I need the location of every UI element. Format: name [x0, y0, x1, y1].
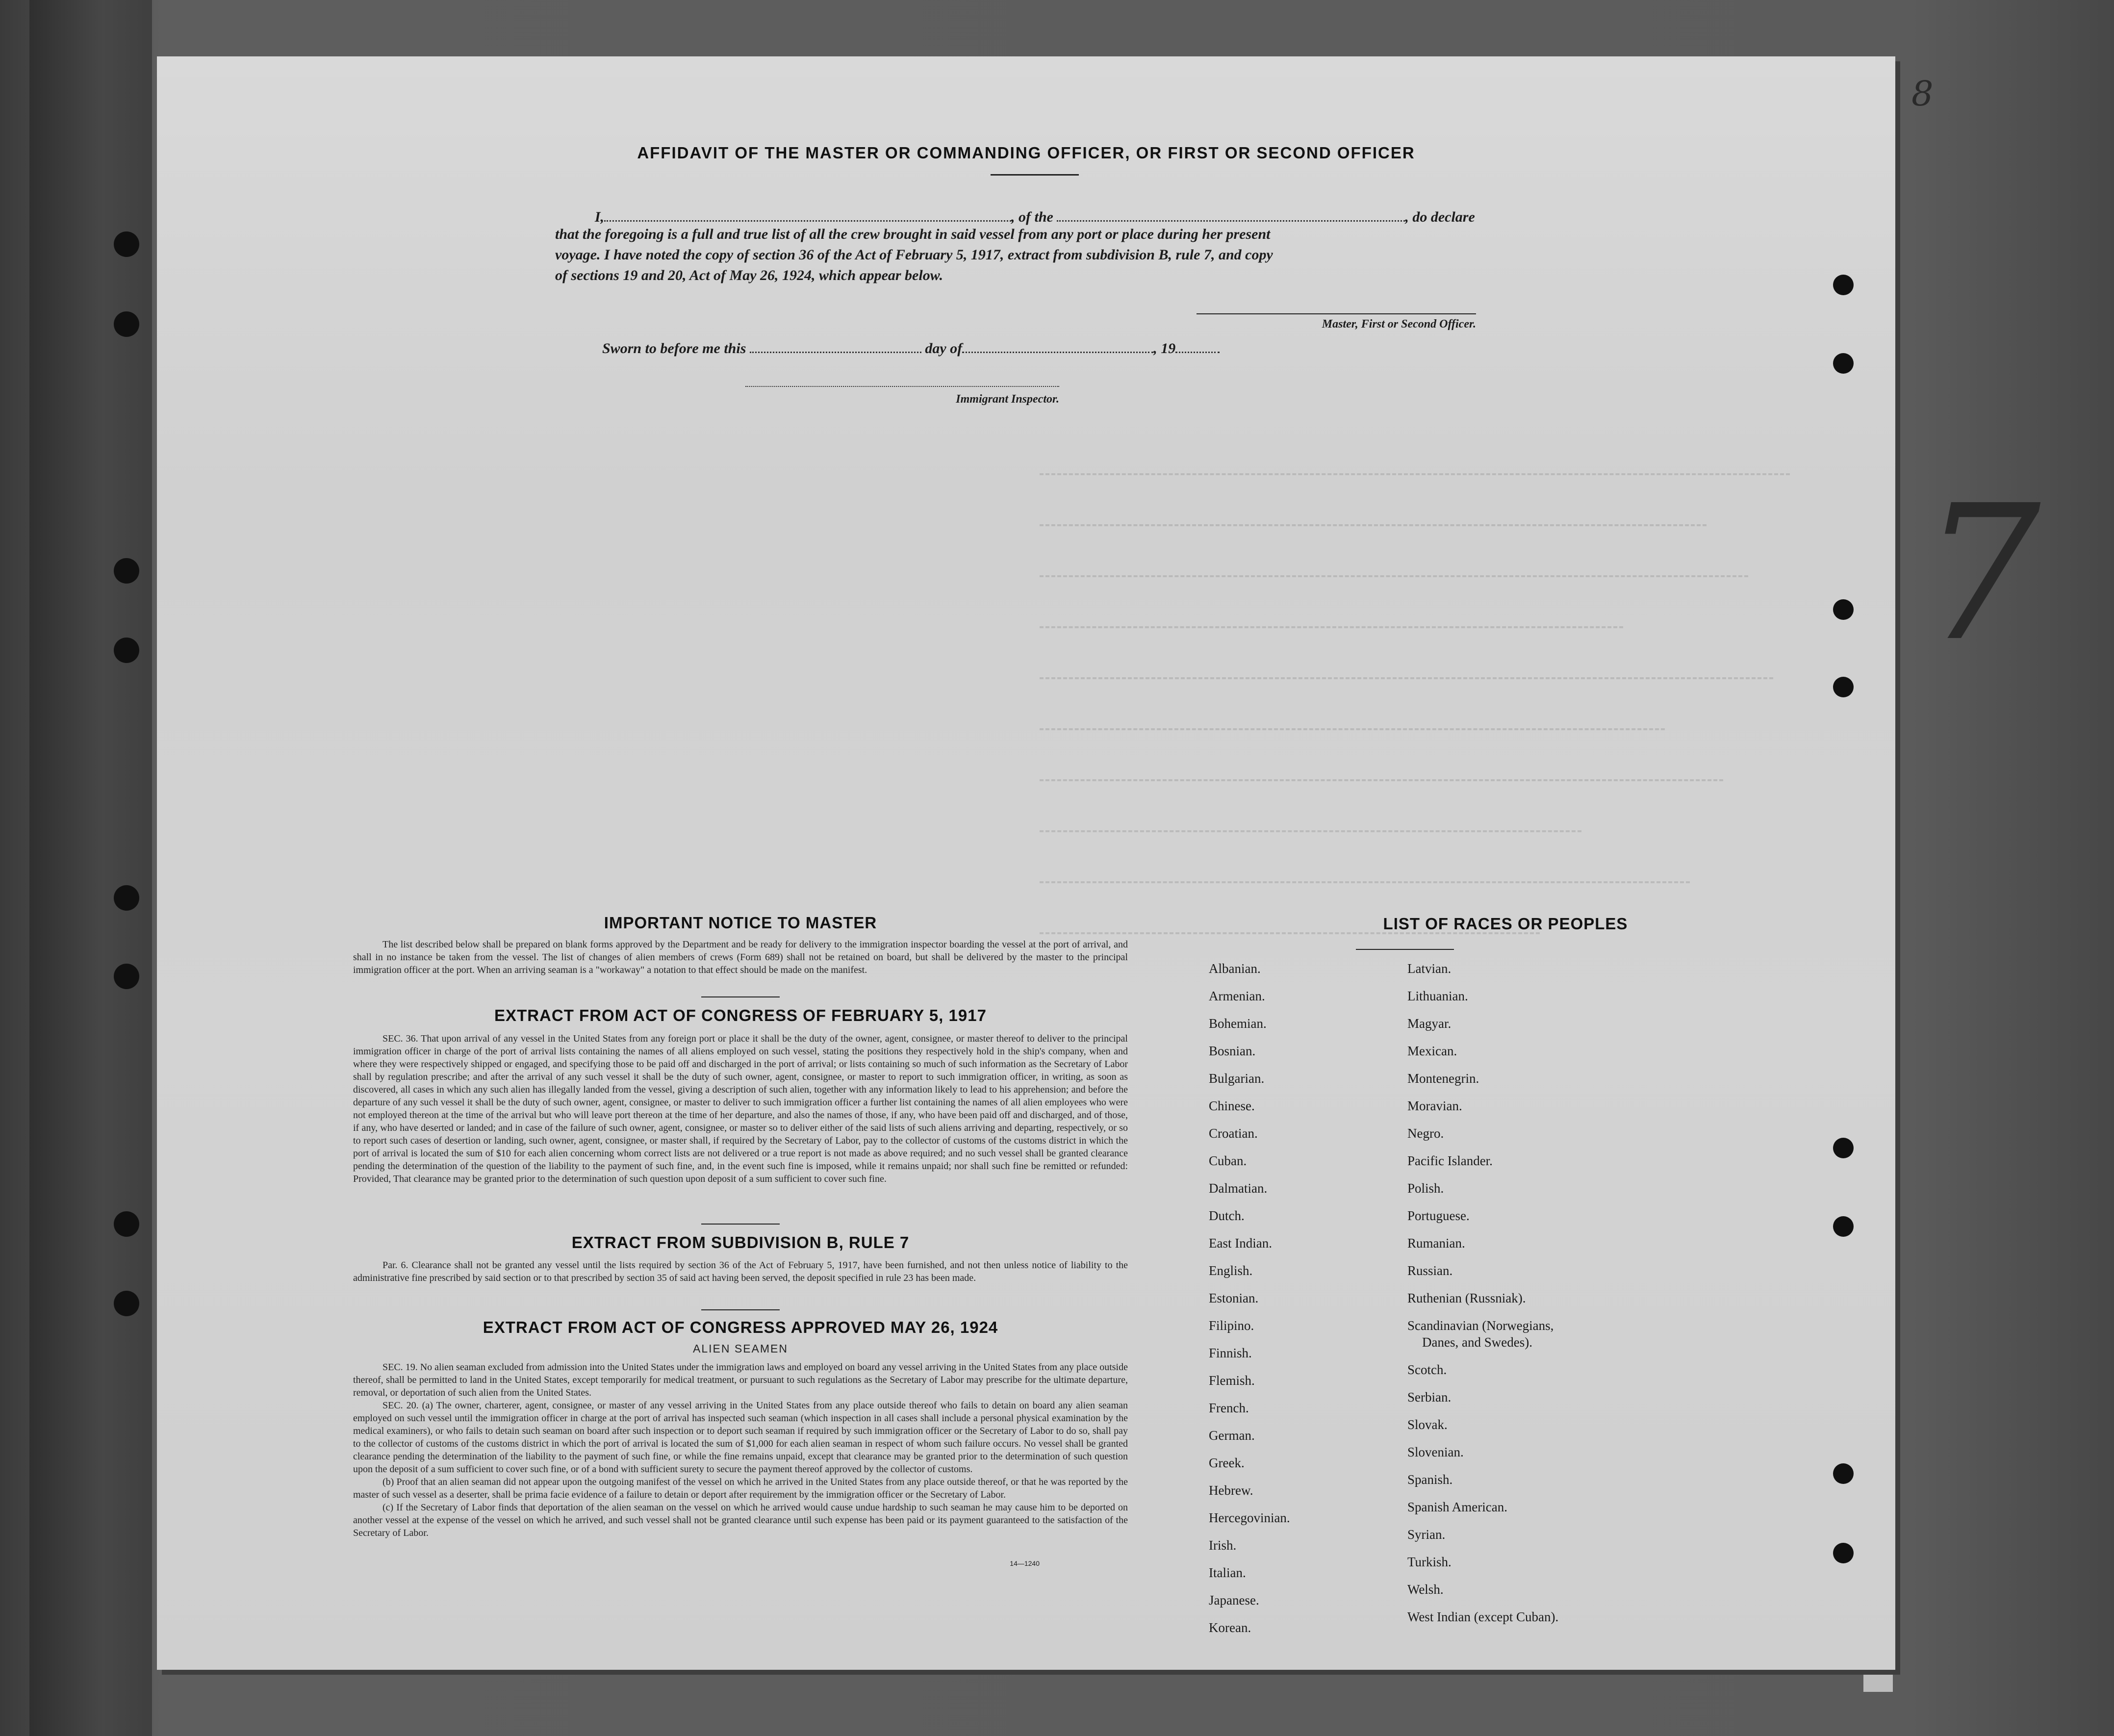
punch-hole [1833, 1216, 1854, 1237]
race-item: Ruthenian (Russniak). [1407, 1291, 1526, 1305]
race-item: Russian. [1407, 1263, 1453, 1278]
extract-1924-block [353, 1361, 1128, 1539]
extract-rule7-title: EXTRACT FROM SUBDIVISION B, RULE 7 [571, 1233, 910, 1251]
extract-1924-sec20b: (b) Proof that an alien seaman did not appear upon the outgoing manifest of the vessel on which he arrived in the United States from any place outside thereof, or that he was reported by the master of such vessel as a deserter, shall be prima facie evidence of a failure to detain or deport after requirement by the immigration officer or the Secretary of Labor. [353, 1477, 1128, 1500]
race-item: Korean. [1209, 1620, 1251, 1635]
races-right-column [1407, 961, 1662, 1637]
punch-hole [114, 311, 139, 337]
sworn-text: Sworn to before me this [602, 340, 746, 357]
race-item: Negro. [1407, 1126, 1444, 1141]
sworn-year-blank[interactable] [1175, 335, 1220, 353]
bleed-through-area [1040, 439, 1873, 978]
race-item: Slovenian. [1407, 1445, 1464, 1459]
race-item: Lithuanian. [1407, 989, 1468, 1003]
punch-hole [1833, 1543, 1854, 1563]
notice-divider [701, 996, 780, 997]
name-blank[interactable] [604, 204, 1011, 222]
race-item: English. [1209, 1263, 1253, 1278]
race-item: Pacific Islander. [1407, 1153, 1493, 1168]
signature-caption: Master, First or Second Officer. [1322, 318, 1476, 331]
punch-hole [114, 1291, 139, 1316]
extract-1917-title: EXTRACT FROM ACT OF CONGRESS OF FEBRUARY 5, 1917 [494, 1006, 987, 1024]
extract-rule7-block [353, 1259, 1128, 1284]
punch-hole [114, 558, 139, 584]
form-number: 14—1240 [1010, 1559, 1040, 1567]
notice-body-block [353, 938, 1128, 976]
extract-1924-sec20a: SEC. 20. (a) The owner, charterer, agent, consignee, or master of any vessel arriving in the United States from any place outside thereof who fails to detain on board any alien seaman employed on such vessel until the immigration officer in charge at the port of arrival has inspected such seaman (which inspection in all cases shall include a personal physical examination by the medical examiners), or who fails to detain such seaman on board after such inspection or to deport such seaman if required by such immigration officer or the Secretary of Labor to do so, shall pay to the collector of customs of the customs district in which the port of arrival is located the sum of $1,000 for each alien seaman in respect of whom such failure occurs. No vessel shall be granted clearance pending the determination of the liability to the payment of such fine, or while the fine remains unpaid, except that clearance may be granted prior to the determination of such question upon the deposit of a sum sufficient to cover such fine, or of a bond with sufficient surety to secure the payment thereof approved by the collector of customs. [353, 1400, 1128, 1475]
signature-line[interactable] [1197, 313, 1476, 314]
extract-1924-subtitle: ALIEN SEAMEN [693, 1342, 788, 1355]
race-item: Moravian. [1407, 1098, 1462, 1113]
affidavit-body [555, 204, 1663, 286]
race-item: Turkish. [1407, 1555, 1452, 1569]
form-sheet [157, 56, 1895, 1670]
notice-body: The list described below shall be prepared on blank forms approved by the Department and be ready for delivery to the immigration inspector boarding the vessel at the port of arrival, and shall in no instance be taken from the vessel. The list of changes of alien members of crews (Form 689) shall not be retained on board, but shall be delivered by the master to the principal immigration officer at the port. When an arriving seaman is a "workaway" a notation to that effect should be made on the manifest. [353, 939, 1128, 975]
punch-hole [114, 638, 139, 663]
punch-hole [1833, 275, 1854, 295]
extract-divider [701, 1224, 780, 1225]
punch-hole [114, 1211, 139, 1237]
race-item: Hebrew. [1209, 1483, 1253, 1498]
day-of-text: day of [925, 340, 963, 357]
races-title: LIST OF RACES OR PEOPLES [1383, 915, 1628, 933]
binding-strip [29, 0, 152, 1736]
punch-hole [1833, 677, 1854, 697]
race-item: Italian. [1209, 1565, 1246, 1580]
extract-divider [701, 1309, 780, 1310]
punch-hole [1833, 1138, 1854, 1158]
vessel-blank[interactable] [1057, 204, 1405, 222]
affidavit-line-2: that the foregoing is a full and true list of all the crew brought in said vessel from any port or place during her present [555, 226, 1271, 242]
race-item: Japanese. [1209, 1593, 1259, 1608]
race-item: Armenian. [1209, 989, 1265, 1003]
race-item: Slovak. [1407, 1417, 1448, 1432]
inspector-line[interactable] [745, 386, 1059, 387]
punch-hole [114, 885, 139, 911]
punch-hole [1833, 353, 1854, 374]
race-item: East Indian. [1209, 1236, 1272, 1251]
race-item: Hercegovinian. [1209, 1510, 1290, 1525]
race-item: Flemish. [1209, 1373, 1255, 1388]
sworn-month-blank[interactable] [962, 335, 1153, 353]
punch-hole [1833, 1463, 1854, 1484]
races-divider [1356, 949, 1454, 950]
race-item: West Indian (except Cuban). [1407, 1609, 1559, 1624]
race-item: Scandinavian (Norwegians, [1407, 1318, 1554, 1333]
extract-1924-title: EXTRACT FROM ACT OF CONGRESS APPROVED MAY 26, 1924 [483, 1318, 998, 1336]
race-item: Serbian. [1407, 1390, 1452, 1404]
race-item: Irish. [1209, 1538, 1237, 1553]
race-item: Bulgarian. [1209, 1071, 1265, 1086]
affidavit-declare: , do declare [1405, 209, 1475, 225]
race-item: Finnish. [1209, 1346, 1252, 1360]
race-item: Syrian. [1407, 1527, 1446, 1542]
extract-1924-sec20c: (c) If the Secretary of Labor finds that deportation of the alien seaman on the vessel on which he arrived would cause undue hardship to such seaman he may cause him to be deported on another vessel at the expense of the vessel on which he arrived, and such vessel shall not be granted clearance until such expense has been paid or its payment guaranteed to the satisfaction of the Secretary of Labor. [353, 1502, 1128, 1538]
race-item: Latvian. [1407, 961, 1452, 976]
race-item: Greek. [1209, 1455, 1245, 1470]
sworn-line [602, 335, 1387, 357]
affidavit-title: AFFIDAVIT OF THE MASTER OR COMMANDING OFFICER, OR FIRST OR SECOND OFFICER [637, 144, 1415, 162]
punch-hole [114, 231, 139, 257]
affidavit-of-the: , of the [1011, 209, 1053, 225]
race-item: German. [1209, 1428, 1255, 1443]
race-item: Magyar. [1407, 1016, 1452, 1031]
race-item: Scotch. [1407, 1362, 1447, 1377]
inspector-caption: Immigrant Inspector. [956, 393, 1059, 406]
race-item: Rumanian. [1407, 1236, 1465, 1251]
affidavit-i: I, [594, 209, 604, 225]
race-item: Croatian. [1209, 1126, 1258, 1141]
extract-1924-sec19: SEC. 19. No alien seaman excluded from admission into the United States under the immigration laws and employed on board any vessel arriving in the United States from any place outside thereof, shall be permitted to land in the United States, except temporarily for medical treatment, or pursuant to such regulations as the Secretary of Labor may prescribe for the ultimate departure, removal, or deportation of such alien from the United States. [353, 1362, 1128, 1398]
race-item: Cuban. [1209, 1153, 1247, 1168]
race-item: Dutch. [1209, 1208, 1245, 1223]
affidavit-line-3: voyage. I have noted the copy of section 36 of the Act of February 5, 1917, extract from subdivision B, rule 7, and copy [555, 247, 1273, 263]
race-item: Bohemian. [1209, 1016, 1267, 1031]
race-item: Chinese. [1209, 1098, 1255, 1113]
year-text: , 19 [1153, 340, 1176, 357]
race-item: Filipino. [1209, 1318, 1254, 1333]
punch-hole [1833, 599, 1854, 620]
extract-1917-block [353, 1032, 1128, 1185]
race-item: Polish. [1407, 1181, 1444, 1196]
race-item: Mexican. [1407, 1044, 1457, 1058]
title-underline [991, 174, 1079, 176]
race-item: Estonian. [1209, 1291, 1259, 1305]
extract-rule7-body: Par. 6. Clearance shall not be granted any vessel until the lists required by section 36 of the Act of February 5, 1917, have been furnished, and not then unless notice of liability to the administrative fine prescribed by said section or to that prescribed by section 35 of said act having been served, the deposit specified in rule 23 has been made. [353, 1260, 1128, 1283]
race-item: Portuguese. [1407, 1208, 1470, 1223]
race-item: Welsh. [1407, 1582, 1444, 1597]
race-item: Albanian. [1209, 961, 1261, 976]
race-item: French. [1209, 1401, 1249, 1415]
race-item: Spanish. [1407, 1472, 1453, 1487]
race-item: Montenegrin. [1407, 1071, 1479, 1086]
race-item: Bosnian. [1209, 1044, 1256, 1058]
affidavit-line-4: of sections 19 and 20, Act of May 26, 1924, which appear below. [555, 267, 943, 283]
notice-title: IMPORTANT NOTICE TO MASTER [604, 914, 877, 932]
punch-hole [114, 964, 139, 989]
race-item: Spanish American. [1407, 1500, 1507, 1514]
race-item: Dalmatian. [1209, 1181, 1268, 1196]
handwritten-mark: 7 [1922, 465, 2041, 682]
extract-1917-body: SEC. 36. That upon arrival of any vessel in the United States from any foreign port or place it shall be the duty of the owner, agent, consignee, or master thereof to deliver to the principal immigration officer in charge of the port of arrival lists containing the names of all aliens employed on such vessel, stating the positions they respectively hold in the ship's company, when and where they were respectively shipped or engaged, and specifying those to be paid off and discharged in the port of arrival; or lists containing so much of such information as the Secretary of Labor shall by regulation prescribe; and after the arrival of any such vessel it shall be the duty of such owner, agent, consignee, or master to report to such immigration officer, in writing, as soon as discovered, all cases in which any such alien has illegally landed from the vessel, giving a description of such alien, together with any information likely to lead to his apprehension; and before the departure of any such vessel it shall be the duty of such owner, agent, consignee, or master to deliver to such immigration officer a further list containing the names of all alien employees who were not employed thereon at the time of the arrival but who will leave port thereon at the time of her departure, and also the names of those, if any, who have been paid off and discharged, and of those, if any, who have deserted or landed; and in case of the failure of such owner, agent, consignee, or master so to deliver either of the said lists of such aliens arriving and departing, respectively, or so to report such cases of desertion or landing, such owner, agent, consignee, or master shall, if required by the Secretary of Labor, pay to the collector of customs of the customs district in which the port of arrival is located the sum of $10 for each alien concerning whom correct lists are not delivered or a true report is not made as above required; and no such vessel shall be granted clearance pending the determination of the question of the liability to the payment of such fine, and, in the event such fine is imposed, while it remains unpaid; nor shall such fine be remitted or refunded: Provided, That clearance may be granted prior to the determination of such question upon deposit of a sum sufficient to cover such fine. [353, 1033, 1128, 1184]
races-left-column [1209, 961, 1371, 1648]
handwritten-mark: 8 [1911, 74, 1934, 114]
race-item: Danes, and Swedes). [1422, 1335, 1532, 1350]
sworn-day-blank[interactable] [750, 335, 921, 353]
